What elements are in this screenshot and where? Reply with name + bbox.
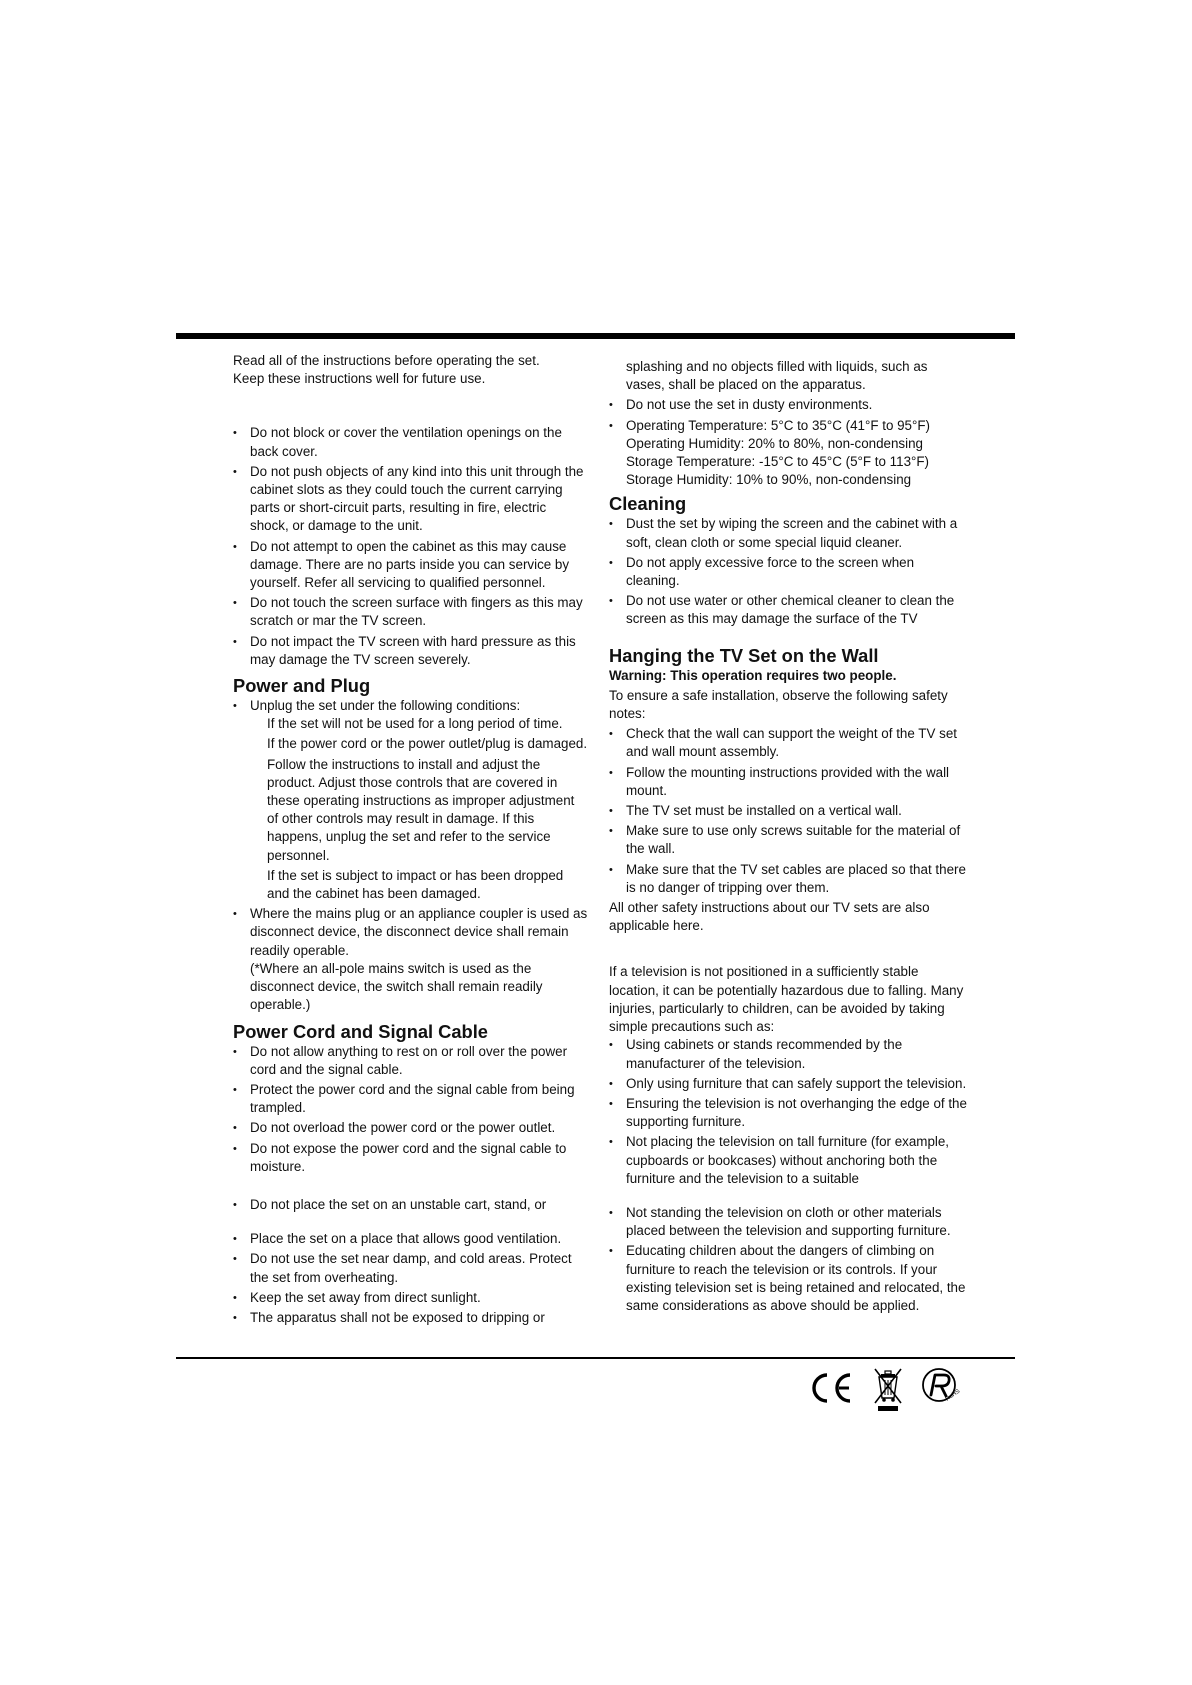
- power-cord-heading: Power Cord and Signal Cable: [233, 1020, 488, 1042]
- right-column: [609, 358, 969, 1317]
- unplug-item: Unplug the set under the following conditions:: [250, 698, 521, 714]
- ce-mark-icon: [814, 1375, 850, 1401]
- list-item: • Check that the wall can support the weight of the TV set and wall mount assembly.: [609, 725, 969, 761]
- list-item: • Educating children about the dangers of climbing on furniture to reach the television or its controls. If your existing television set is being retained and relocated, the same considerations as above should be applied.: [609, 1242, 969, 1315]
- list-item: • Do not push objects of any kind into this unit through the cabinet slots as they could touch the current carrying parts or short-circuit parts, resulting in fire, electric shock, or damage to the unit.: [233, 463, 588, 536]
- list-item: • Keep the set away from direct sunlight.: [233, 1289, 588, 1307]
- list-item: • Do not use the set near damp, and cold areas. Protect the set from overheating.: [233, 1250, 588, 1286]
- power-plug-list: [233, 697, 588, 1014]
- list-item: • The TV set must be installed on a vertical wall.: [609, 802, 969, 820]
- rohs-mark-icon: [923, 1369, 961, 1403]
- list-item: • Not placing the television on tall furniture (for example, cupboards or bookcases) without anchoring both the furniture and the television to a suitable: [609, 1133, 969, 1188]
- condition-item: If the set is subject to impact or has been dropped and the cabinet has been damaged.: [267, 867, 564, 902]
- wall-heading: Hanging the TV Set on the Wall: [609, 644, 879, 666]
- disconnect-item: Where the mains plug or an appliance coupler is used as disconnect device, the disconnect device shall remain readily operable.: [250, 906, 588, 958]
- cleaning-heading: Cleaning: [609, 493, 687, 515]
- logos-svg: [805, 1365, 965, 1415]
- list-item: • Do not allow anything to rest on or roll over the power cord and the signal cable.: [233, 1043, 588, 1079]
- continued-text: splashing and no objects filled with liquids, such as vases, shall be placed on the apparatus.: [626, 359, 928, 393]
- condition-item: If the power cord or the power outlet/plug is damaged.: [267, 736, 588, 752]
- list-item: • Do not place the set on an unstable cart, stand, or: [233, 1196, 588, 1214]
- list-item: • Place the set on a place that allows good ventilation.: [233, 1230, 588, 1248]
- list-item: • Do not block or cover the ventilation openings on the back cover.: [233, 424, 588, 460]
- weee-bin-icon: [875, 1369, 901, 1411]
- env-line: Operating Humidity: 20% to 80%, non-condensing: [626, 435, 924, 451]
- power-plug-heading: Power and Plug: [233, 675, 371, 697]
- rohs-label: RoHS: [944, 1388, 962, 1403]
- condition-item: Follow the instructions to install and adjust the product. Adjust those controls that are covered in these operating instructions as improper adjustment of other controls may result in damage. If this happens, unplug the set and refer to the service personnel.: [267, 756, 575, 863]
- top-rule: [176, 333, 1015, 339]
- placement-list-a: [233, 1196, 588, 1214]
- list-item: • Do not attempt to open the cabinet as this may cause damage. There are no parts inside you can service by yourself. Refer all servicing to qualified personnel.: [233, 538, 588, 593]
- wall-intro: To ensure a safe installation, observe the following safety notes:: [609, 687, 948, 722]
- wall-outro: All other safety instructions about our TV sets are also applicable here.: [609, 900, 930, 934]
- list-item: • Using cabinets or stands recommended by the manufacturer of the television.: [609, 1036, 969, 1072]
- intro-line-1: Read all of the instructions before operating the set.: [233, 353, 540, 368]
- list-item: [233, 905, 588, 1014]
- wall-warning: Warning: This operation requires two people.: [609, 667, 897, 683]
- stability-intro: If a television is not positioned in a sufficiently stable location, it can be potentially hazardous due to falling. Many injuries, particularly to children, can be avoided by taking simple precautions such as:: [609, 964, 964, 1035]
- list-item: • Only using furniture that can safely support the television.: [609, 1075, 969, 1093]
- certification-logos: [805, 1365, 965, 1415]
- condition-item: If the set will not be used for a long period of time.: [267, 716, 563, 732]
- list-item: • Make sure to use only screws suitable for the material of the wall.: [609, 822, 969, 858]
- env-line: • Operating Temperature: 5°C to 35°C (41°F to 95°F): [626, 417, 931, 433]
- list-item: • The apparatus shall not be exposed to dripping or: [233, 1309, 588, 1327]
- list-item: [233, 697, 588, 903]
- cleaning-list: [609, 515, 969, 628]
- list-item: • Do not use water or other chemical cleaner to clean the screen as this may damage the surface of the TV: [609, 592, 969, 628]
- list-item: • Do not apply excessive force to the screen when cleaning.: [609, 554, 969, 590]
- stability-list-a: [609, 1036, 969, 1188]
- list-item: [609, 417, 969, 490]
- stability-list-b: [609, 1204, 969, 1315]
- list-item: • Do not touch the screen surface with fingers as this may scratch or mar the TV screen.: [233, 594, 588, 630]
- list-item: • Do not impact the TV screen with hard pressure as this may damage the TV screen severely.: [233, 633, 588, 669]
- list-item: • Dust the set by wiping the screen and the cabinet with a soft, clean cloth or some special liquid cleaner.: [609, 515, 969, 551]
- list-item: • Protect the power cord and the signal cable from being trampled.: [233, 1081, 588, 1117]
- power-cord-list: [233, 1043, 588, 1176]
- left-column: [233, 352, 588, 1329]
- list-item: • Do not expose the power cord and the signal cable to moisture.: [233, 1140, 588, 1176]
- general-list: [233, 424, 588, 669]
- disconnect-note: (*Where an all-pole mains switch is used as the disconnect device, the switch shall remain readily operable.): [250, 960, 543, 1013]
- placement-list-b: [233, 1230, 588, 1327]
- list-item: • Not standing the television on cloth or other materials placed between the television and supporting furniture.: [609, 1204, 969, 1240]
- environment-list: [609, 396, 969, 489]
- env-line: Storage Temperature: -15°C to 45°C (5°F to 113°F): [626, 454, 930, 470]
- intro-line-2: Keep these instructions well for future use.: [233, 371, 486, 387]
- list-item: • Ensuring the television is not overhanging the edge of the supporting furniture.: [609, 1095, 969, 1131]
- wall-list: [609, 725, 969, 897]
- list-item: • Make sure that the TV set cables are placed so that there is no danger of tripping over them.: [609, 861, 969, 897]
- list-item: • Follow the mounting instructions provided with the wall mount.: [609, 764, 969, 800]
- list-item: • Do not use the set in dusty environments.: [609, 396, 969, 414]
- bottom-rule: [176, 1357, 1015, 1359]
- env-line: Storage Humidity: 10% to 90%, non-condensing: [626, 472, 912, 488]
- list-item: • Do not overload the power cord or the power outlet.: [233, 1119, 588, 1137]
